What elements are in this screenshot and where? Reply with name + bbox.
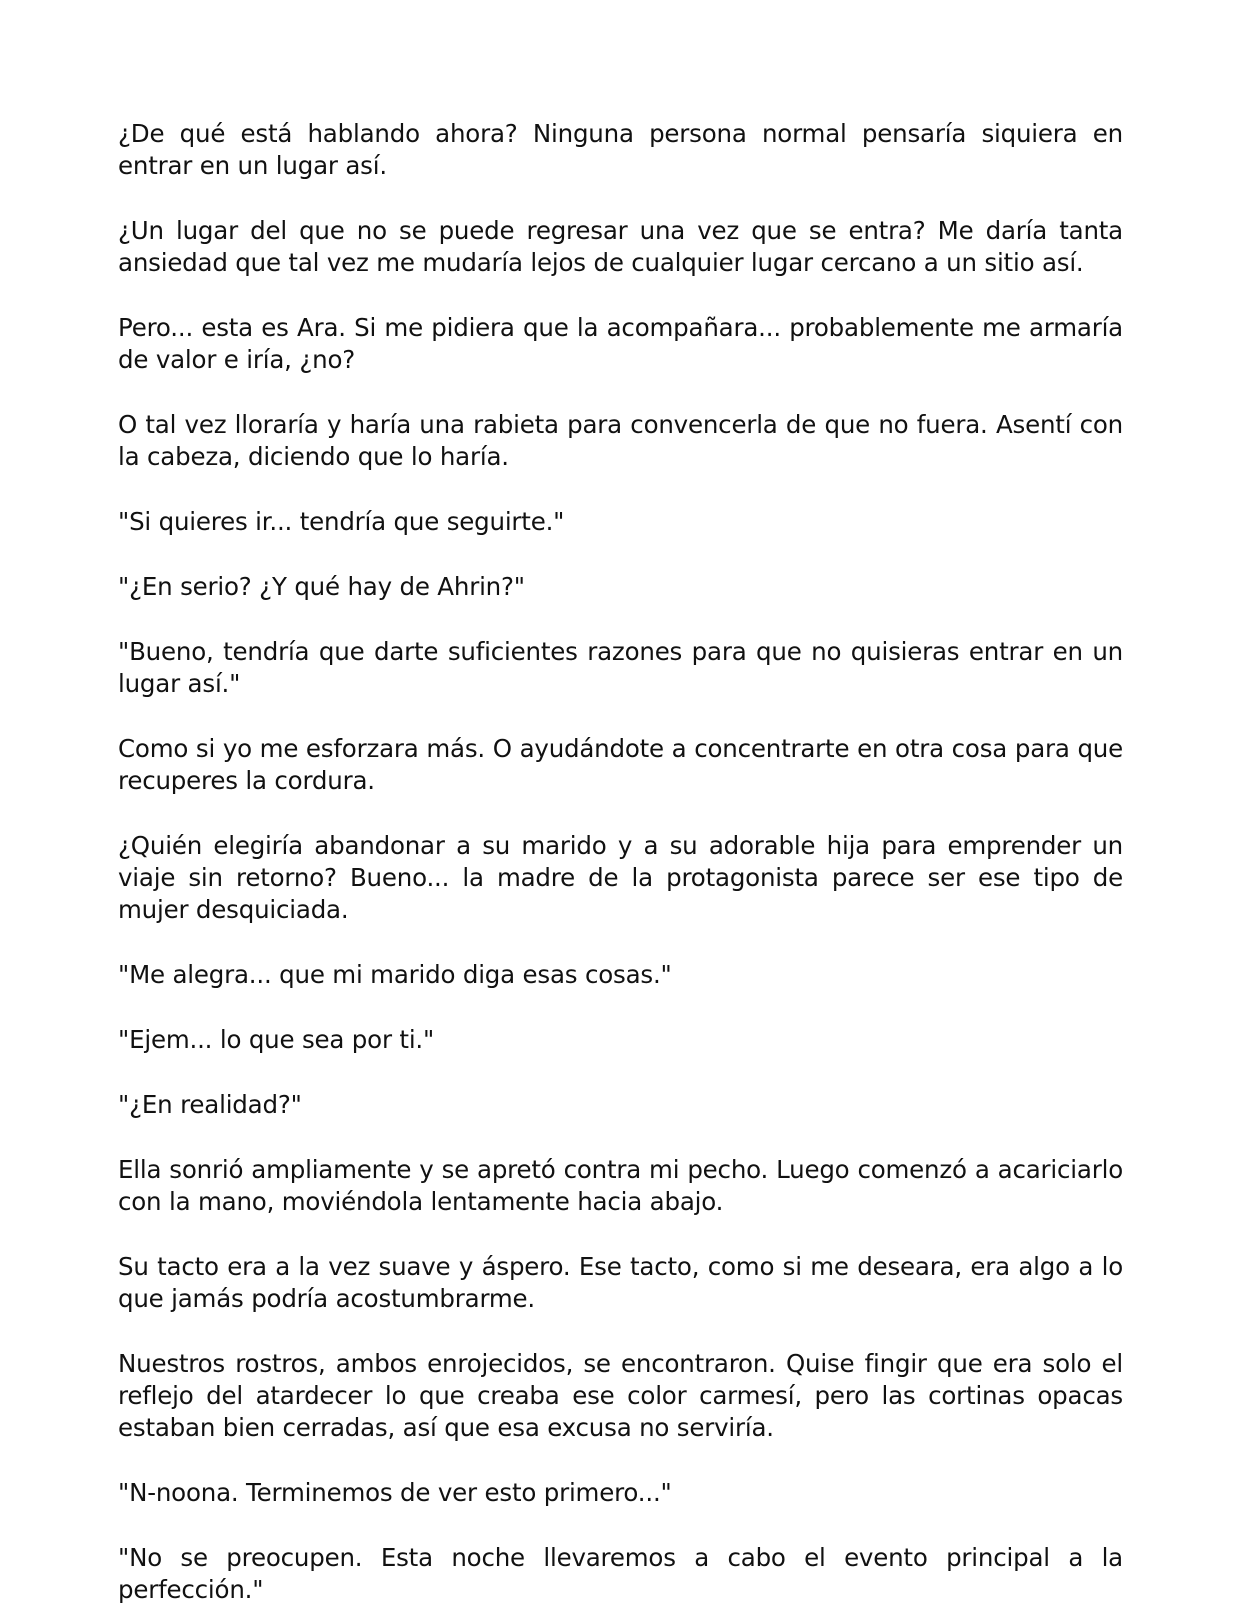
paragraph-1: ¿De qué está hablando ahora? Ninguna persona normal pensaría siquiera en entrar en un lugar así. [118,119,1123,180]
paragraph-13: Ella sonrió ampliamente y se apretó contra mi pecho. Luego comenzó a acariciarlo con la mano, moviéndola lentamente hacia abajo. [118,1155,1123,1216]
body-text [118,118,1123,1606]
paragraph-6: "¿En serio? ¿Y qué hay de Ahrin?" [118,572,525,601]
paragraph-8: Como si yo me esforzara más. O ayudándote a concentrarte en otra cosa para que recuperes la cordura. [118,734,1123,795]
paragraph-3: Pero... esta es Ara. Si me pidiera que la acompañara... probablemente me armaría de valor e iría, ¿no? [118,313,1123,374]
paragraph-5: "Si quieres ir... tendría que seguirte." [118,507,565,536]
paragraph-4: O tal vez lloraría y haría una rabieta para convencerla de que no fuera. Asentí con la cabeza, diciendo que lo haría. [118,410,1123,471]
paragraph-16: "N-noona. Terminemos de ver esto primero..." [118,1478,672,1507]
paragraph-11: "Ejem... lo que sea por ti." [118,1025,435,1054]
paragraph-15: Nuestros rostros, ambos enrojecidos, se encontraron. Quise fingir que era solo el reflejo del atardecer lo que creaba ese color carmesí, pero las cortinas opacas estaban bien cerradas, así que esa excusa no serviría. [118,1349,1123,1442]
paragraph-9: ¿Quién elegiría abandonar a su marido y a su adorable hija para emprender un viaje sin retorno? Bueno... la madre de la protagonista parece ser ese tipo de mujer desquiciada. [118,831,1123,924]
paragraph-7: "Bueno, tendría que darte suficientes razones para que no quisieras entrar en un lugar así." [118,637,1123,698]
paragraph-2: ¿Un lugar del que no se puede regresar una vez que se entra? Me daría tanta ansiedad que tal vez me mudaría lejos de cualquier lugar cercano a un sitio así. [118,216,1123,277]
paragraph-10: "Me alegra... que mi marido diga esas cosas." [118,960,672,989]
paragraph-14: Su tacto era a la vez suave y áspero. Ese tacto, como si me deseara, era algo a lo que jamás podría acostumbrarme. [118,1252,1123,1313]
paragraph-17: "No se preocupen. Esta noche llevaremos a cabo el evento principal a la perfección." [118,1543,1123,1604]
paragraph-12: "¿En realidad?" [118,1090,302,1119]
